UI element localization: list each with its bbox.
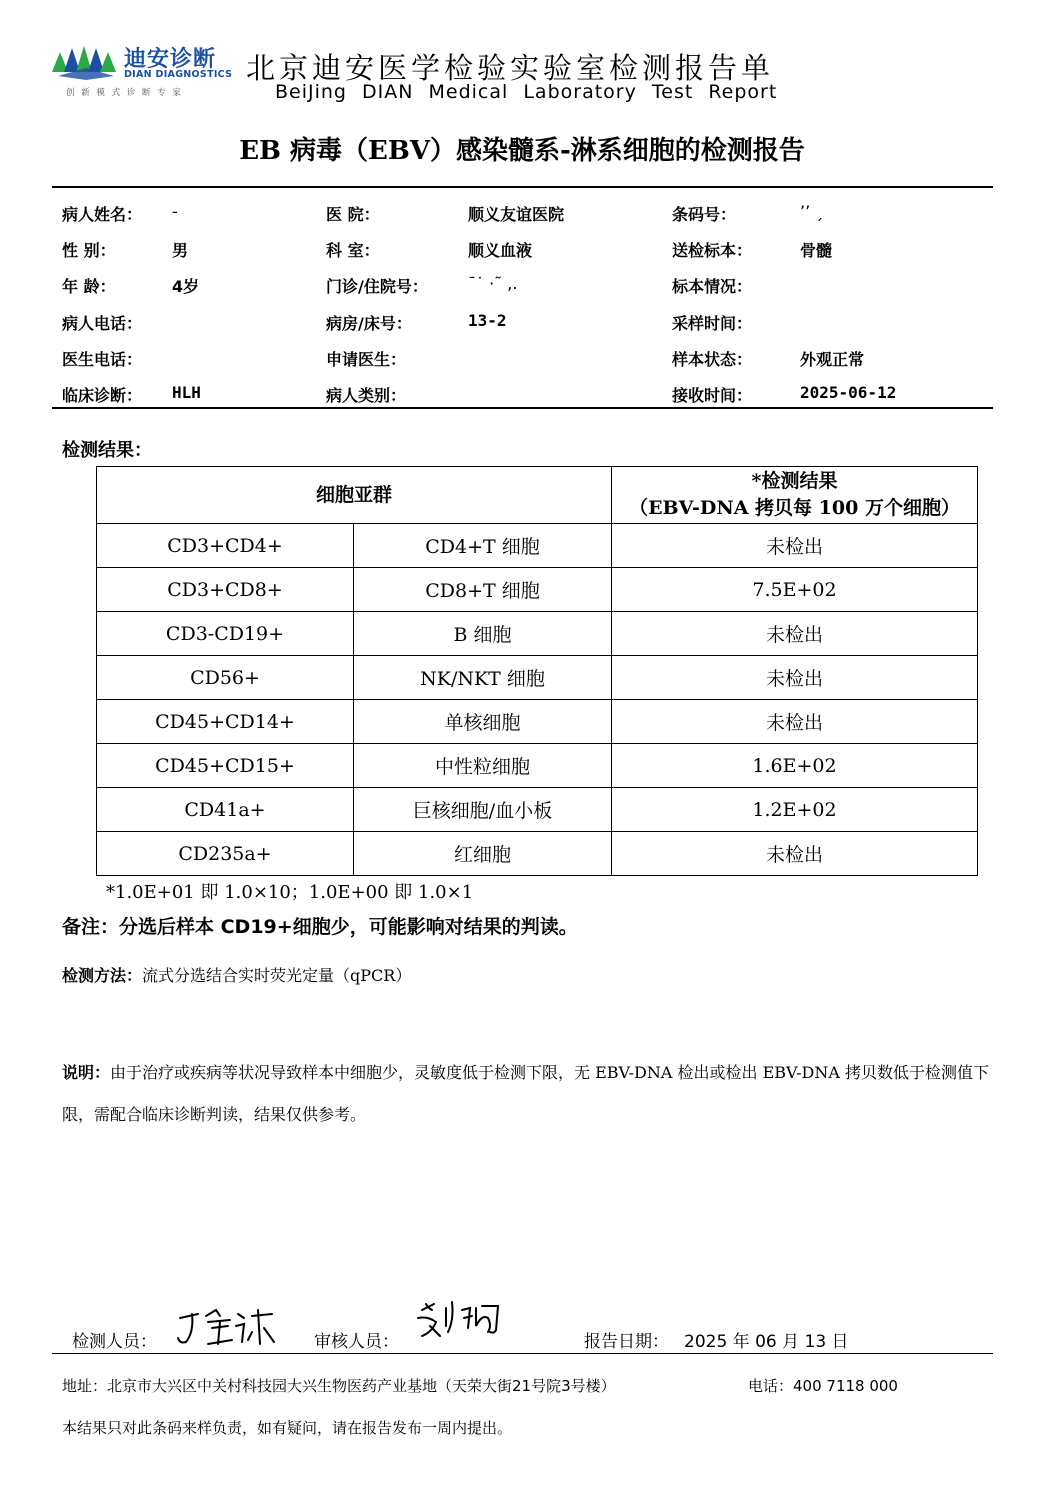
department-value: 顺义血液 [468,241,533,260]
ward-value: 13-2 [468,311,507,330]
age-label: 年 龄： [62,277,116,296]
table-row [97,832,978,876]
receive-time-label: 接收时间： [672,386,753,405]
company-logo [50,40,235,102]
gender-value: 男 [172,241,189,260]
doctor-phone-label: 医生电话： [62,350,143,369]
divider-top [52,186,993,188]
report-date-value: 2025 年 06 月 13 日 [684,1332,849,1352]
footer-address: 地址：北京市大兴区中关村科技园大兴生物医药产业基地（天荣大街21号院3号楼） [62,1377,616,1395]
logo-en: DIAN DIAGNOSTICS [124,69,233,80]
dian-logo-icon [50,42,122,82]
hospital-value: 顺义友谊医院 [468,205,565,224]
cell-marker: CD3+CD4+ [97,524,354,568]
note [62,1052,1002,1136]
method-label: 检测方法： [62,966,143,985]
col-result-line2: （EBV-DNA 拷贝每 100 万个细胞） [629,497,960,519]
cell-result: 7.5E+02 [612,568,978,612]
table-row [97,744,978,788]
sampling-time-label: 采样时间： [672,314,753,333]
requesting-doctor-label: 申请医生： [326,350,407,369]
results-table [96,466,978,876]
reviewer-label: 审核人员： [314,1332,399,1352]
cell-marker: CD45+CD15+ [97,744,354,788]
cell-result: 未检出 [612,700,978,744]
patient-type-label: 病人类别： [326,386,407,405]
specimen-condition-label: 标本情况： [672,277,753,296]
cell-cell: 巨核细胞/血小板 [354,788,612,832]
table-row [97,700,978,744]
cell-result: 未检出 [612,524,978,568]
cell-marker: CD45+CD14+ [97,700,354,744]
report-date-label: 报告日期： [584,1332,669,1352]
tester-signature-icon [172,1302,282,1350]
tester-label: 检测人员： [72,1332,157,1352]
table-row [97,788,978,832]
footer-disclaimer: 本结果只对此条码来样负责，如有疑问，请在报告发布一周内提出。 [62,1419,513,1437]
table-row [97,568,978,612]
col-result-line1: *检测结果 [751,470,838,492]
table-row [97,524,978,568]
logo-slogan: 创 新 模 式 诊 断 专 家 [66,88,183,98]
diagnosis-value: HLH [172,383,201,402]
phone-label: 病人电话： [62,314,143,333]
cell-cell: 单核细胞 [354,700,612,744]
cell-cell: CD8+T 细胞 [354,568,612,612]
cell-result: 未检出 [612,656,978,700]
barcode-label: 条码号： [672,205,737,224]
cell-cell: B 细胞 [354,612,612,656]
note-label: 说明： [62,1063,111,1082]
specimen-label: 送检标本： [672,241,753,260]
lab-name-en: BeiJing DIAN Medical Laboratory Test Report [275,81,778,103]
specimen-value: 骨髓 [800,241,833,260]
reviewer-signature-icon [412,1296,508,1344]
name-value: - [172,202,178,221]
col-subset-header: 细胞亚群 [97,467,612,524]
cell-marker: CD3-CD19+ [97,612,354,656]
note-text: 由于治疗或疾病等状况导致样本中细胞少，灵敏度低于检测下限，无 EBV-DNA 检出或检出 EBV-DNA 拷贝数低于检测值下限，需配合临床诊断判读，结果仅供参考。 [62,1063,989,1124]
cell-marker: CD235a+ [97,832,354,876]
table-row [97,656,978,700]
cell-cell: 中性粒细胞 [354,744,612,788]
cell-cell: 红细胞 [354,832,612,876]
cell-marker: CD56+ [97,656,354,700]
age-value: 4岁 [172,277,200,296]
cell-marker: CD3+CD8+ [97,568,354,612]
method-text: 流式分选结合实时荧光定量（qPCR） [142,966,412,985]
sample-status-label: 样本状态： [672,350,753,369]
cell-result: 未检出 [612,832,978,876]
sample-status-value: 外观正常 [800,350,865,369]
table-row [97,612,978,656]
method [62,963,411,986]
divider-footer [52,1353,993,1354]
cell-cell: NK/NKT 细胞 [354,656,612,700]
results-footnote: *1.0E+01 即 1.0×10；1.0E+00 即 1.0×1 [106,882,474,903]
cell-marker: CD41a+ [97,788,354,832]
results-header-row [97,467,978,524]
logo-cn: 迪安诊断 [124,47,217,72]
diagnosis-label: 临床诊断： [62,386,143,405]
cell-result: 1.2E+02 [612,788,978,832]
gender-label: 性 别： [62,241,116,260]
lab-name-cn: 北京迪安医学检验实验室检测报告单 [246,51,775,85]
results-body [97,524,978,876]
remark: 备注：分选后样本 CD19+细胞少，可能影响对结果的判读。 [62,916,578,938]
outpatient-label: 门诊/住院号： [326,277,428,296]
receive-time-value: 2025-06-12 [800,383,897,402]
hospital-label: 医 院： [326,205,380,224]
col-result-header [612,467,978,524]
divider-info [52,407,993,409]
cell-result: 1.6E+02 [612,744,978,788]
cell-result: 未检出 [612,612,978,656]
report-title: EB 病毒（EBV）感染髓系-淋系细胞的检测报告 [239,136,805,166]
name-label: 病人姓名： [62,205,143,224]
department-label: 科 室： [326,241,380,260]
cell-cell: CD4+T 细胞 [354,524,612,568]
outpatient-value: ˉ˙ ·˜ ,. [468,274,518,293]
barcode-value: ’’ ˏ [800,202,824,221]
ward-label: 病房/床号： [326,314,412,333]
footer-phone: 电话：400 7118 000 [748,1377,898,1395]
results-section-label: 检测结果： [62,440,152,461]
